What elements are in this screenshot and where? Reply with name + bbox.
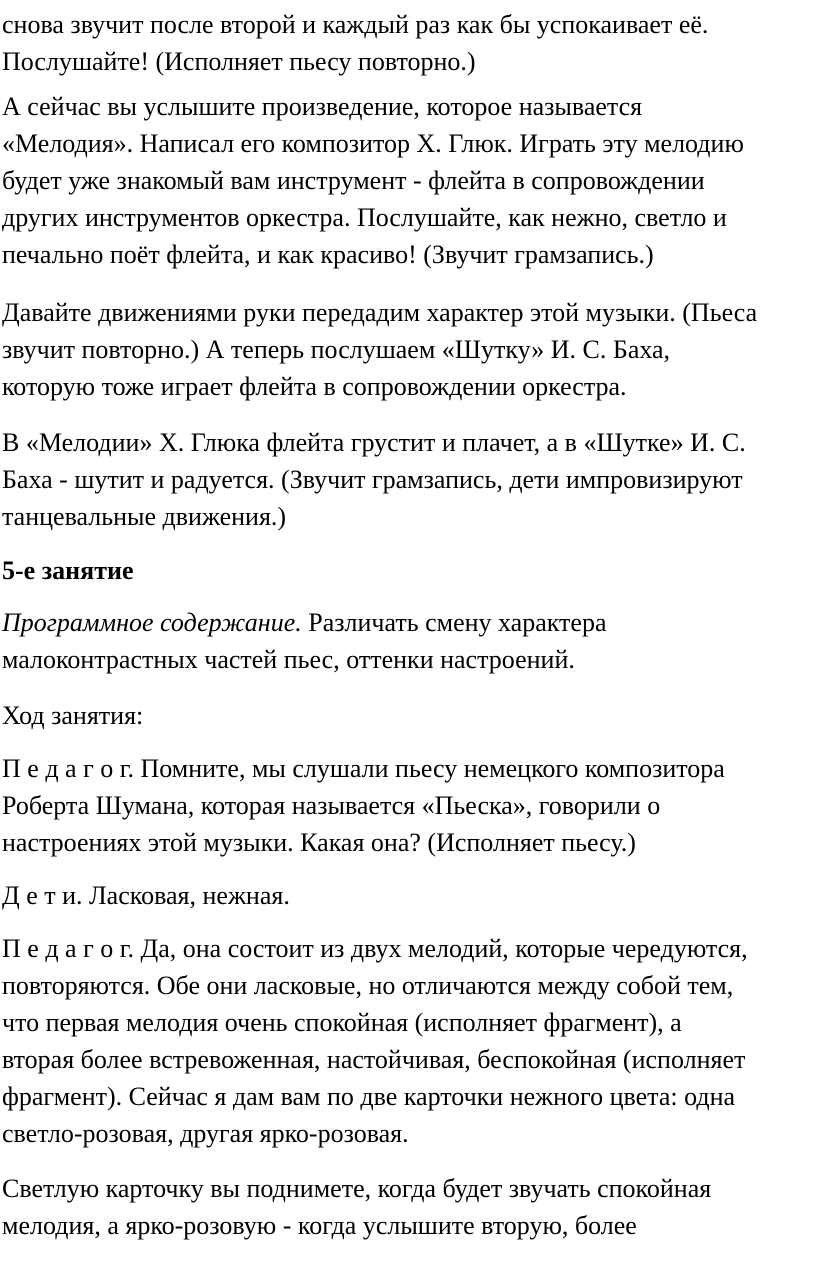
text-line: Давайте движениями руки передадим характер этой музыки. (Пьеса — [2, 298, 758, 327]
paragraph-program-content — [2, 604, 814, 678]
text-line: Послушайте! (Исполняет пьесу повторно.) — [2, 47, 476, 76]
text-line: повторяются. Обе они ласковые, но отличаются между собой тем, — [2, 971, 734, 1000]
text-line: Светлую карточку вы поднимете, когда будет звучать спокойная — [2, 1174, 712, 1203]
text-line: «Мелодия». Написал его композитор X. Глюк. Играть эту мелодию — [2, 129, 744, 158]
text-line: будет уже знакомый вам инструмент - флейта в сопровождении — [2, 166, 705, 195]
text-line: Баха - шутит и радуется. (Звучит грамзапись, дети импровизируют — [2, 465, 743, 494]
text-line: малоконтрастных частей пьес, оттенки настроений. — [2, 645, 575, 674]
paragraph-3 — [2, 294, 814, 405]
text-line: танцевальные движения.) — [2, 502, 287, 531]
paragraph-1 — [2, 6, 814, 80]
text-line: других инструментов оркестра. Послушайте, как нежно, светло и — [2, 203, 727, 232]
paragraph-lesson-course: Ход занятия: — [2, 701, 144, 730]
text-line: настроениях этой музыки. Какая она? (Исполняет пьесу.) — [2, 828, 636, 857]
text-line: которую тоже играет флейта в сопровождении оркестра. — [2, 372, 627, 401]
paragraph-teacher-1 — [2, 750, 814, 861]
text-line: мелодия, а ярко-розовую - когда услышите вторую, более — [2, 1211, 637, 1240]
text-line: П е д а г о г. Помните, мы слушали пьесу немецкого композитора — [2, 754, 725, 783]
paragraph-4 — [2, 424, 814, 535]
text-line: В «Мелодии» X. Глюка флейта грустит и плачет, а в «Шутке» И. С. — [2, 428, 746, 457]
text-line: печально поёт флейта, и как красиво! (Звучит грамзапись.) — [2, 240, 654, 269]
text-line: вторая более встревоженная, настойчивая, беспокойная (исполняет — [2, 1045, 746, 1074]
text-line: Роберта Шумана, которая называется «Пьеска», говорили о — [2, 791, 661, 820]
paragraph-cards — [2, 1170, 814, 1244]
text-line: светло-розовая, другая ярко-розовая. — [2, 1119, 409, 1148]
paragraph-2 — [2, 88, 814, 273]
text-line: фрагмент). Сейчас я дам вам по две карточки нежного цвета: одна — [2, 1082, 736, 1111]
text-line: снова звучит после второй и каждый раз как бы успокаивает её. — [2, 10, 709, 39]
paragraph-teacher-2 — [2, 930, 814, 1152]
text-line: что первая мелодия очень спокойная (исполняет фрагмент), а — [2, 1008, 682, 1037]
italic-lead: Программное содержание. — [2, 608, 302, 637]
text-line — [2, 604, 814, 641]
text-line: П е д а г о г. Да, она состоит из двух мелодий, которые чередуются, — [2, 934, 748, 963]
line-rest: Различать смену характера — [301, 608, 607, 637]
section-heading: 5-е занятие — [2, 556, 134, 585]
paragraph-children: Д е т и. Ласковая, нежная. — [2, 881, 290, 910]
text-line: звучит повторно.) А теперь послушаем «Шутку» И. С. Баха, — [2, 335, 671, 364]
text-line: А сейчас вы услышите произведение, которое называется — [2, 92, 643, 121]
